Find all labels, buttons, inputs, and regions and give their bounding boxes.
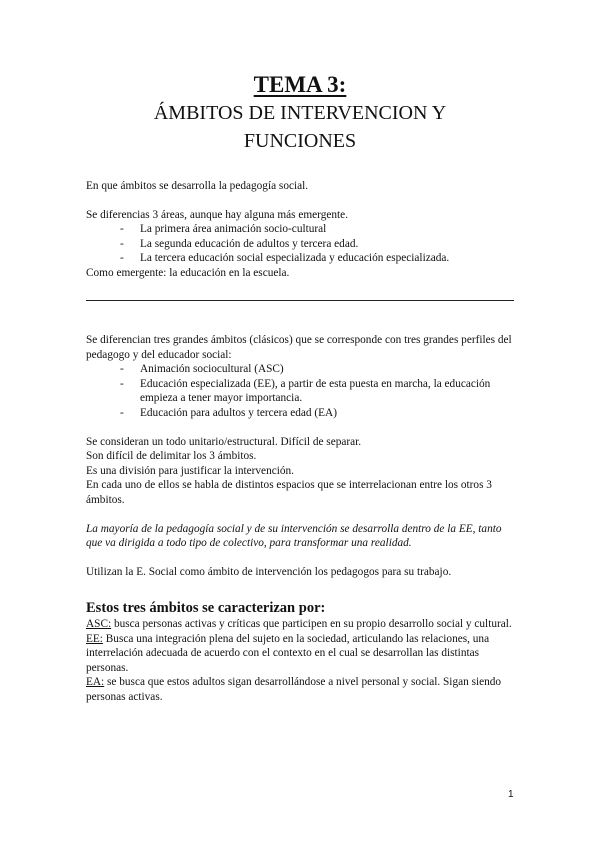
italic-note: La mayoría de la pedagogía social y de su intervención se desarrolla dentro de la EE, tanto que va dirigida a todo tipo de colectivo, para transformar una realidad. bbox=[86, 522, 502, 550]
list-item: - La tercera educación social especializada y educación especializada. bbox=[86, 251, 518, 266]
characterize-section bbox=[86, 600, 518, 705]
item-text: se busca que estos adultos sigan desarrollándose a nivel personal y social. Sigan siendo personas activas. bbox=[86, 676, 502, 703]
item-label: ASC: bbox=[86, 618, 112, 630]
title-block bbox=[0, 72, 600, 154]
emergent-note: Como emergente: la educación en la escuela. bbox=[86, 266, 290, 279]
characterize-item-ea bbox=[86, 675, 518, 704]
intro-section bbox=[86, 179, 518, 281]
ambitos-section bbox=[86, 333, 518, 579]
usage-note: Utilizan la E. Social como ámbito de intervención los pedagogos para su trabajo. bbox=[86, 565, 452, 578]
page-title: TEMA 3: bbox=[253, 72, 347, 97]
ambitos-list bbox=[86, 362, 518, 420]
list-item: - La segunda educación de adultos y tercera edad. bbox=[86, 237, 518, 252]
item-label: EA: bbox=[86, 676, 105, 689]
consideration-line: Es una división para justificar la intervención. bbox=[86, 464, 294, 477]
list-item: - Educación para adultos y tercera edad (EA) bbox=[86, 406, 518, 421]
item-text: Busca una integración plena del sujeto en la sociedad, articulando las relaciones, una interrelación adecuada de acuerdo con el contexto en el cual se desarrollan las distintas personas. bbox=[86, 632, 490, 674]
subtitle-line-1: ÁMBITOS DE INTERVENCION Y bbox=[153, 102, 447, 124]
characterize-item-ee bbox=[86, 632, 518, 676]
considerations bbox=[86, 435, 518, 508]
areas-list bbox=[86, 222, 518, 266]
section-heading: Estos tres ámbitos se caracterizan por: bbox=[86, 600, 326, 616]
consideration-line: En cada uno de ellos se habla de distintos espacios que se interrelacionan entre los otros 3 ámbitos. bbox=[86, 479, 492, 506]
areas-lead: Se diferencias 3 áreas, aunque hay alguna más emergente. bbox=[86, 208, 349, 221]
list-item: - Educación especializada (EE), a partir de esta puesta en marcha, la educación empieza a tener mayor importancia. bbox=[86, 377, 518, 406]
consideration-line: Son difícil de delimitar los 3 ámbitos. bbox=[86, 450, 257, 463]
horizontal-rule bbox=[86, 300, 514, 301]
item-label: EE: bbox=[86, 632, 103, 645]
subtitle-line-2: FUNCIONES bbox=[243, 130, 357, 152]
item-text: busca personas activas y críticas que participen en su propio desarrollo social y cultural. bbox=[111, 618, 512, 630]
list-item: - Animación sociocultural (ASC) bbox=[86, 362, 518, 377]
page-number: 1 bbox=[508, 789, 514, 800]
consideration-line: Se consideran un todo unitario/estructural. Difícil de separar. bbox=[86, 435, 362, 448]
intro-question: En que ámbitos se desarrolla la pedagogía social. bbox=[86, 180, 309, 192]
list-item: - La primera área animación socio-cultural bbox=[86, 222, 518, 237]
characterize-item-asc bbox=[86, 617, 518, 632]
ambitos-lead: Se diferencian tres grandes ámbitos (clásicos) que se corresponde con tres grandes perfiles del pedagogo y del educador social: bbox=[86, 334, 512, 361]
